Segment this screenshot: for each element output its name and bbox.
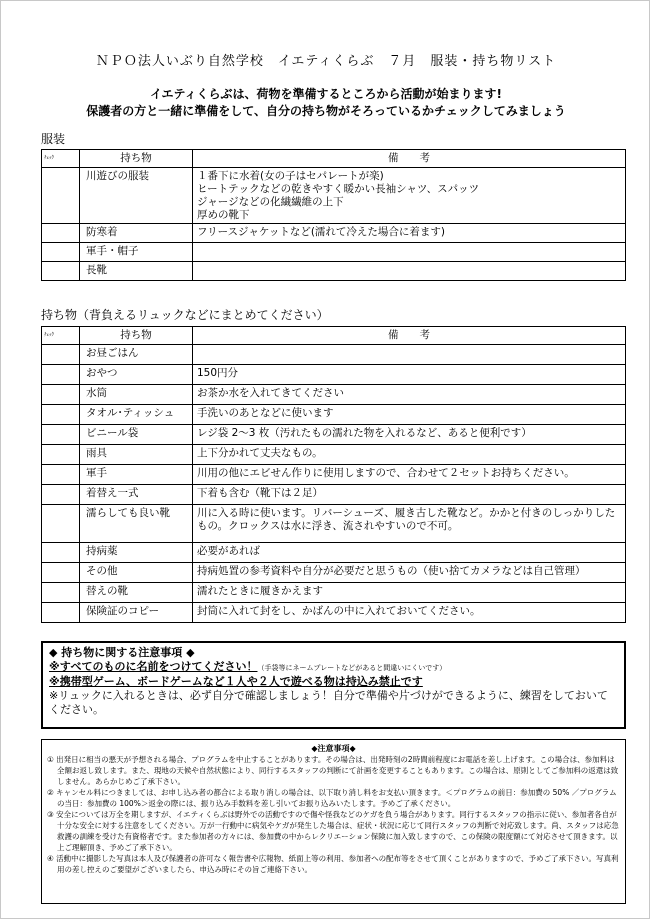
check-cell[interactable] bbox=[42, 583, 80, 603]
table-row bbox=[42, 485, 626, 505]
table-row bbox=[42, 405, 626, 425]
table-row bbox=[42, 243, 626, 262]
table-row bbox=[42, 224, 626, 243]
document-title: ＮＰＯ法人いぶり自然学校 イエティくらぶ ７月 服装・持ち物リスト bbox=[95, 54, 557, 69]
check-cell[interactable] bbox=[42, 168, 80, 224]
note-cell bbox=[193, 262, 626, 281]
header-item: 持ち物 bbox=[80, 150, 193, 168]
note-line: ヒートテックなどの乾きやすく暖かい長袖シャツ、スパッツ bbox=[197, 183, 480, 195]
note-paragraph: ② キャンセル料につきましては、お申し込み者の都合による取り消しの場合は、以下取り消し料をお支払い頂きます。＜プログラムの前日：参加費の 50% ／プログラムの当日：参加費の 100%＞返金の際には、振り込み手数料を差し引いてお振り込みいたします。予めご了承ください。 bbox=[47, 788, 617, 808]
note-line: 厚めの靴下 bbox=[197, 209, 250, 221]
items-table bbox=[41, 326, 626, 623]
note-line: １番下に水着(女の子はセパレートが楽) bbox=[197, 170, 384, 182]
cautions-title: ◆ 持ち物に関する注意事項 ◆ bbox=[49, 646, 195, 659]
check-cell[interactable] bbox=[42, 425, 80, 445]
item-cell: 防寒着 bbox=[80, 224, 193, 243]
note-cell bbox=[193, 243, 626, 262]
header-check: ﾁｪｯｸ bbox=[42, 150, 80, 168]
notes-box bbox=[41, 739, 626, 904]
check-cell[interactable] bbox=[42, 485, 80, 505]
note-cell: 手洗いのあとなどに使います bbox=[193, 405, 626, 425]
item-cell: 濡らしても良い靴 bbox=[80, 505, 193, 543]
check-cell[interactable] bbox=[42, 465, 80, 485]
note-cell: レジ袋 2～3 枚（汚れたもの濡れた物を入れるなど、あると便利です） bbox=[193, 425, 626, 445]
item-cell: 持病薬 bbox=[80, 543, 193, 563]
table-row bbox=[42, 563, 626, 583]
item-cell: 川遊びの服装 bbox=[80, 168, 193, 224]
table-header-row bbox=[42, 327, 626, 345]
table-row bbox=[42, 262, 626, 281]
note-cell bbox=[193, 345, 626, 365]
caution-name-label: ※すべてのものに名前をつけてください！ bbox=[49, 660, 258, 673]
table-row bbox=[42, 505, 626, 543]
check-cell[interactable] bbox=[42, 603, 80, 623]
clothes-table bbox=[41, 149, 626, 281]
note-cell: 川用の他にエビせん作りに使用しますので、合わせて２セットお持ちください。 bbox=[193, 465, 626, 485]
clothes-heading: 服装 bbox=[41, 132, 66, 146]
item-cell: 軍手・帽子 bbox=[80, 243, 193, 262]
table-row bbox=[42, 465, 626, 485]
item-cell: お昼ごはん bbox=[80, 345, 193, 365]
items-heading: 持ち物（背負えるリュックなどにまとめてください） bbox=[41, 308, 329, 322]
item-cell: タオル･ティッシュ bbox=[80, 405, 193, 425]
note-cell: 川に入る時に使います。リバーシューズ、履き古した靴など。かかと付きのしっかりしたもの。クロックスは水に浮き、流されやすいので不可。 bbox=[193, 505, 626, 543]
item-cell: 替えの靴 bbox=[80, 583, 193, 603]
table-row bbox=[42, 425, 626, 445]
note-cell: 濡れたときに履きかえます bbox=[193, 583, 626, 603]
table-header-row bbox=[42, 150, 626, 168]
caution-line-1 bbox=[49, 660, 618, 675]
table-row bbox=[42, 543, 626, 563]
check-cell[interactable] bbox=[42, 224, 80, 243]
caution-name-hint: （手袋等にネームプレートなどがあると間違いにくいです） bbox=[257, 664, 447, 672]
check-cell[interactable] bbox=[42, 563, 80, 583]
note-cell: 下着も含む（靴下は２足） bbox=[193, 485, 626, 505]
cautions-box bbox=[41, 641, 626, 729]
lead-line-2: 保護者の方と一緒に準備をして、自分の持ち物がそろっているかチェックしてみましょう bbox=[86, 104, 566, 118]
note-cell: 必要があれば bbox=[193, 543, 626, 563]
note-paragraph: ① 出発日に相当の悪天が予想される場合、プログラムを中止することがあります。その場合は、出発時刻の2時間前程度にお電話を差し上げます。この場合は、参加料は全額お返し致します。また、現地の天候や自然状態により、同行するスタッフの判断にて計画を変更することもあります。この場合は、原則としてご参加料の返還は致しません。あらかじめご了承下さい。 bbox=[47, 755, 619, 786]
header-item: 持ち物 bbox=[80, 327, 193, 345]
table-row bbox=[42, 168, 626, 224]
note-cell: フリースジャケットなど(濡れて冷えた場合に着ます) bbox=[193, 224, 626, 243]
check-cell[interactable] bbox=[42, 365, 80, 385]
item-cell: 保険証のコピー bbox=[80, 603, 193, 623]
item-cell: その他 bbox=[80, 563, 193, 583]
note-cell bbox=[193, 168, 626, 224]
table-row bbox=[42, 583, 626, 603]
header-note: 備 考 bbox=[193, 150, 626, 168]
note-cell: 150円分 bbox=[193, 365, 626, 385]
note-paragraph: ④ 活動中に撮影した写真は本人及び保護者の許可なく報告書や広報物、紙面上等の利用、参加者への配布等をさせて頂くことがありますので、予めご了承下さい。写真利用の差し控えのご要望がございましたら、申込み時にその旨ご連絡下さい。 bbox=[47, 854, 619, 874]
item-cell: 軍手 bbox=[80, 465, 193, 485]
note-cell: 上下分かれて丈夫なもの。 bbox=[193, 445, 626, 465]
check-cell[interactable] bbox=[42, 243, 80, 262]
table-row bbox=[42, 365, 626, 385]
note-cell: 持病処置の参考資料や自分が必要だと思うもの（使い捨てカメラなどは自己管理） bbox=[193, 563, 626, 583]
caution-line-2 bbox=[49, 675, 618, 689]
note-cell: 封筒に入れて封をし、かばんの中に入れておいてください。 bbox=[193, 603, 626, 623]
header-check: ﾁｪｯｸ bbox=[42, 327, 80, 345]
check-cell[interactable] bbox=[42, 262, 80, 281]
item-cell: おやつ bbox=[80, 365, 193, 385]
table-row bbox=[42, 603, 626, 623]
check-cell[interactable] bbox=[42, 345, 80, 365]
notes-title: ◆注意事項◆ bbox=[311, 744, 356, 753]
check-cell[interactable] bbox=[42, 385, 80, 405]
item-cell: ビニール袋 bbox=[80, 425, 193, 445]
item-cell: 長靴 bbox=[80, 262, 193, 281]
header-note: 備 考 bbox=[193, 327, 626, 345]
check-cell[interactable] bbox=[42, 505, 80, 543]
table-row bbox=[42, 345, 626, 365]
caution-line-3: ※リュックに入れるときは、必ず自分で確認しましょう！自分で準備や片づけができるように、練習をしておいてください。 bbox=[49, 689, 608, 716]
table-row bbox=[42, 445, 626, 465]
check-cell[interactable] bbox=[42, 405, 80, 425]
item-cell: 水筒 bbox=[80, 385, 193, 405]
table-row bbox=[42, 385, 626, 405]
item-cell: 雨具 bbox=[80, 445, 193, 465]
item-cell: 着替え一式 bbox=[80, 485, 193, 505]
check-cell[interactable] bbox=[42, 543, 80, 563]
note-cell: お茶か水を入れてきてください bbox=[193, 385, 626, 405]
check-cell[interactable] bbox=[42, 445, 80, 465]
caution-game-ban: ※携帯型ゲーム、ボードゲームなど１人や２人で遊べる物は持込み禁止です bbox=[49, 675, 423, 688]
note-paragraph: ③ 安全については万全を期しますが、イエティくらぶは野外での活動ですので傷や怪我などのケガを負う場合があります。同行するスタッフの指示に従い、参加者各自が十分な安全に対する注意をしてください。万が一行動中に病気やケガが発生した場合は、症状・状況に応じて同行スタッフの判断で対応致します。尚、スタッフは応急救護の訓練を受けた有資格者です。また参加者の方々には、参加費の中からレクリエーション保険に加入致しますので、この保険の限度額にて対応させて頂きます。以上ご理解頂き、予めご了承下さい。 bbox=[47, 810, 619, 852]
lead-line-1: イエティくらぶは、荷物を準備するところから活動が始まります! bbox=[149, 87, 503, 101]
note-line: ジャージなどの化繊繊維の上下 bbox=[197, 196, 344, 208]
